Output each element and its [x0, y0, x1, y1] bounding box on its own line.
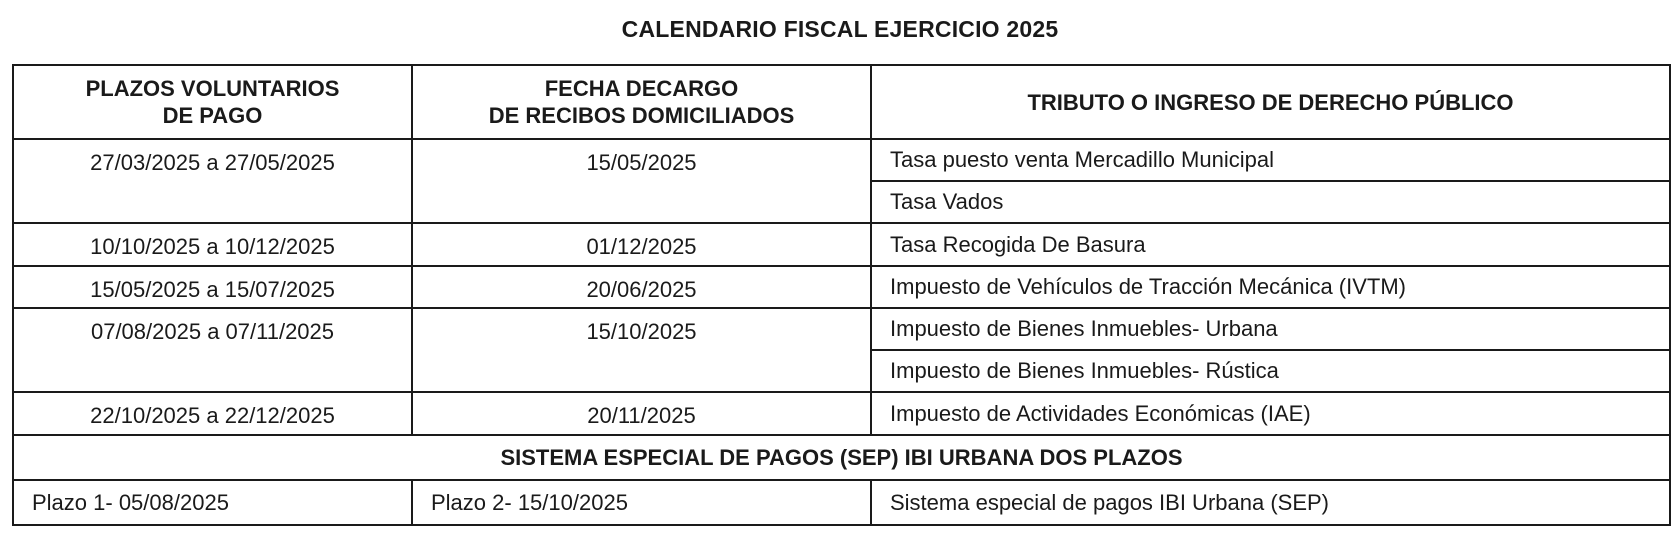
header-fecha-line1: FECHA DECARGO — [544, 76, 739, 101]
header-plazos-line2: DE PAGO — [162, 103, 263, 128]
table-row — [13, 223, 1670, 266]
tributo-cell: Tasa Recogida De Basura — [871, 223, 1670, 266]
fecha-cargo-cell: 20/11/2025 — [412, 392, 871, 435]
header-tributo: TRIBUTO O INGRESO DE DERECHO PÚBLICO — [871, 65, 1670, 139]
plazo-cell: 27/03/2025 a 27/05/2025 — [13, 139, 412, 223]
plazo-cell: 15/05/2025 a 15/07/2025 — [13, 266, 412, 308]
sep-title: SISTEMA ESPECIAL DE PAGOS (SEP) IBI URBANA DOS PLAZOS — [13, 435, 1670, 480]
page-title: CALENDARIO FISCAL EJERCICIO 2025 — [621, 16, 1059, 42]
table-row — [13, 266, 1670, 308]
tributo-cell: Impuesto de Bienes Inmuebles- Rústica — [871, 350, 1670, 392]
header-plazos-line1: PLAZOS VOLUNTARIOS — [85, 76, 340, 101]
table-row — [13, 139, 1670, 181]
fecha-cargo-cell: 01/12/2025 — [412, 223, 871, 266]
sep-row — [13, 480, 1670, 525]
tributo-cell: Tasa Vados — [871, 181, 1670, 223]
plazo-cell: 10/10/2025 a 10/12/2025 — [13, 223, 412, 266]
fiscal-calendar-table — [12, 64, 1671, 526]
sep-plazo-1: Plazo 1- 05/08/2025 — [13, 480, 412, 525]
tributo-cell: Impuesto de Actividades Económicas (IAE) — [871, 392, 1670, 435]
fecha-cargo-cell: 20/06/2025 — [412, 266, 871, 308]
plazo-cell: 07/08/2025 a 07/11/2025 — [13, 308, 412, 392]
table-header-row — [13, 65, 1670, 139]
fecha-cargo-cell: 15/10/2025 — [412, 308, 871, 392]
tributo-cell: Tasa puesto venta Mercadillo Municipal — [871, 139, 1670, 181]
table-row — [13, 392, 1670, 435]
fecha-cargo-cell: 15/05/2025 — [412, 139, 871, 223]
header-fecha-cargo — [412, 65, 871, 139]
tributo-cell: Impuesto de Vehículos de Tracción Mecánica (IVTM) — [871, 266, 1670, 308]
sep-plazo-2: Plazo 2- 15/10/2025 — [412, 480, 871, 525]
header-fecha-line2: DE RECIBOS DOMICILIADOS — [488, 103, 795, 128]
header-plazos-voluntarios — [13, 65, 412, 139]
plazo-cell: 22/10/2025 a 22/12/2025 — [13, 392, 412, 435]
table-row — [13, 308, 1670, 350]
sep-title-row — [13, 435, 1670, 480]
sep-tributo: Sistema especial de pagos IBI Urbana (SEP) — [871, 480, 1670, 525]
tributo-cell: Impuesto de Bienes Inmuebles- Urbana — [871, 308, 1670, 350]
